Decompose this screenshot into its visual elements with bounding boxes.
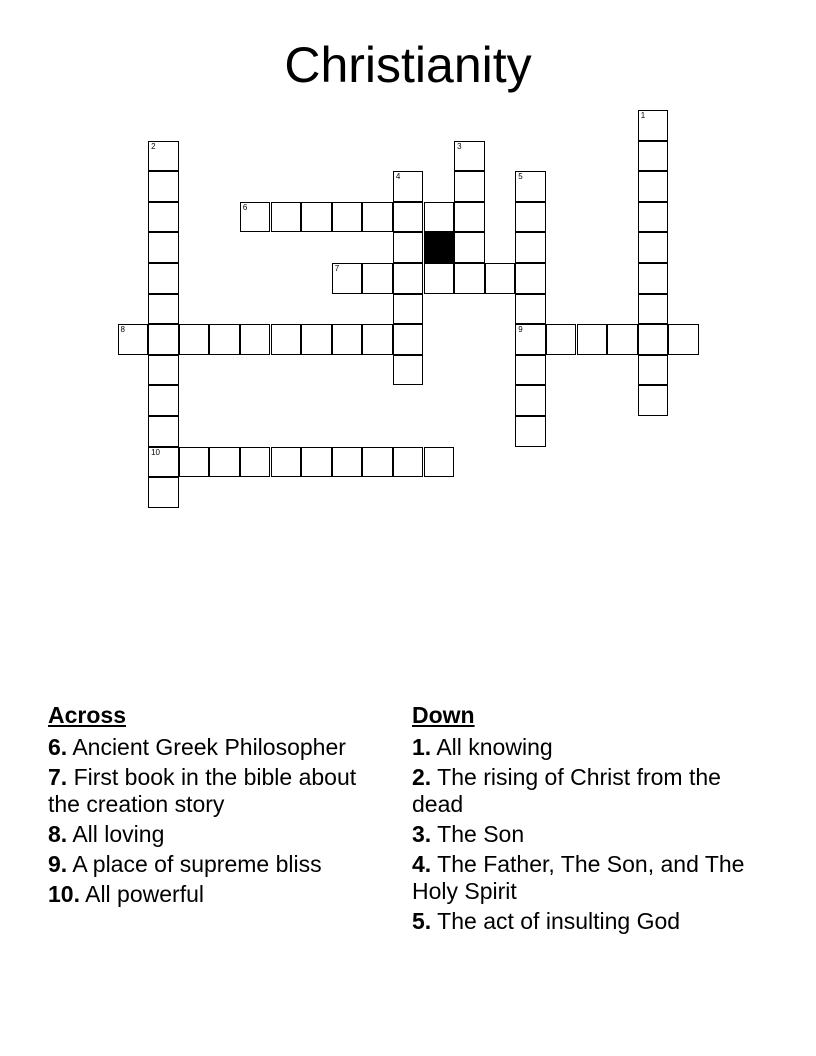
black-cell	[424, 232, 455, 263]
cell-number: 3	[457, 141, 462, 151]
grid-cell[interactable]	[393, 171, 424, 202]
grid-cell[interactable]	[424, 263, 455, 294]
grid-cell[interactable]	[271, 202, 302, 233]
clue-number: 5.	[412, 908, 432, 934]
grid-cell[interactable]	[148, 355, 179, 386]
grid-cell[interactable]	[638, 232, 669, 263]
clue-text: First book in the bible about the creation story	[48, 764, 357, 817]
grid-cell[interactable]	[118, 324, 149, 355]
grid-cell[interactable]	[148, 324, 179, 355]
clue-text: The act of insulting God	[437, 908, 681, 934]
clue-text: All powerful	[85, 881, 204, 907]
grid-cell[interactable]	[454, 141, 485, 172]
grid-cell[interactable]	[454, 202, 485, 233]
grid-cell[interactable]	[515, 232, 546, 263]
clue-text: A place of supreme bliss	[72, 851, 322, 877]
cell-number: 10	[151, 447, 160, 457]
grid-cell[interactable]	[179, 447, 210, 478]
grid-cell[interactable]	[209, 447, 240, 478]
grid-cell[interactable]	[454, 263, 485, 294]
grid-cell[interactable]	[515, 294, 546, 325]
grid-cell[interactable]	[638, 141, 669, 172]
grid-cell[interactable]	[515, 202, 546, 233]
grid-cell[interactable]	[148, 447, 179, 478]
clue-text: Ancient Greek Philosopher	[72, 734, 346, 760]
grid-cell[interactable]	[240, 324, 271, 355]
grid-cell[interactable]	[515, 355, 546, 386]
clue-down-2	[412, 764, 752, 818]
grid-cell[interactable]	[454, 171, 485, 202]
grid-cell[interactable]	[332, 202, 363, 233]
clue-number: 4.	[412, 851, 432, 877]
grid-cell[interactable]	[638, 324, 669, 355]
grid-cell[interactable]	[362, 447, 393, 478]
clue-down-4	[412, 851, 752, 905]
grid-cell[interactable]	[362, 324, 393, 355]
down-clues	[412, 702, 752, 938]
grid-cell[interactable]	[577, 324, 608, 355]
down-heading: Down	[412, 702, 475, 728]
clue-down-1	[412, 734, 752, 761]
clue-text: The rising of Christ from the dead	[412, 764, 721, 817]
clue-down-5	[412, 908, 752, 935]
grid-cell[interactable]	[393, 202, 424, 233]
grid-cell[interactable]	[148, 263, 179, 294]
puzzle-title: Christianity	[284, 37, 532, 93]
grid-cell[interactable]	[148, 477, 179, 508]
clue-number: 2.	[412, 764, 432, 790]
cell-number: 2	[151, 141, 156, 151]
cell-number: 4	[395, 172, 401, 182]
grid-cell[interactable]	[454, 232, 485, 263]
cell-number: 8	[120, 325, 125, 335]
clue-text: All loving	[72, 821, 165, 847]
clue-down-3	[412, 821, 752, 848]
grid-cell[interactable]	[638, 355, 669, 386]
grid-cell[interactable]	[148, 385, 179, 416]
across-heading: Across	[48, 702, 126, 728]
clue-across-8	[48, 821, 388, 848]
grid-cell[interactable]	[271, 324, 302, 355]
clue-number: 8.	[48, 821, 68, 847]
clue-number: 7.	[48, 764, 68, 790]
grid-cell[interactable]	[332, 447, 363, 478]
cell-number: 6	[242, 202, 248, 212]
grid-cell[interactable]	[148, 141, 179, 172]
grid-cell[interactable]	[546, 324, 577, 355]
clue-across-9	[48, 851, 388, 878]
grid-cell[interactable]	[668, 324, 699, 355]
clue-number: 1.	[412, 734, 432, 760]
grid-cell[interactable]	[515, 263, 546, 294]
clue-number: 9.	[48, 851, 68, 877]
grid-cell[interactable]	[393, 355, 424, 386]
grid-cell[interactable]	[301, 324, 332, 355]
clue-number: 10.	[48, 881, 80, 907]
grid-cell[interactable]	[607, 324, 638, 355]
grid-cell[interactable]	[301, 447, 332, 478]
grid-cell[interactable]	[393, 232, 424, 263]
clue-text: The Son	[437, 821, 525, 847]
grid-cell[interactable]	[271, 447, 302, 478]
clue-text: All knowing	[436, 734, 553, 760]
grid-cell[interactable]	[485, 263, 516, 294]
grid-cell[interactable]	[362, 263, 393, 294]
grid-cell[interactable]	[393, 447, 424, 478]
grid-cell[interactable]	[393, 294, 424, 325]
grid-cell[interactable]	[240, 447, 271, 478]
grid-cell[interactable]	[148, 202, 179, 233]
grid-cell[interactable]	[515, 324, 546, 355]
grid-cell[interactable]	[362, 202, 393, 233]
grid-cell[interactable]	[638, 202, 669, 233]
grid-cell[interactable]	[638, 263, 669, 294]
grid-cell[interactable]	[148, 294, 179, 325]
clue-across-7	[48, 764, 388, 818]
grid-cell[interactable]	[148, 416, 179, 447]
clue-across-10	[48, 881, 388, 908]
grid-cell[interactable]	[638, 171, 669, 202]
grid-cell[interactable]	[424, 202, 455, 233]
clue-number: 3.	[412, 821, 432, 847]
grid-cell[interactable]	[393, 263, 424, 294]
cell-number: 7	[334, 264, 340, 273]
grid-cell[interactable]	[332, 324, 363, 355]
grid-cell[interactable]	[515, 171, 546, 202]
grid-cell[interactable]	[424, 447, 455, 478]
grid-cell[interactable]	[638, 385, 669, 416]
clue-number: 6.	[48, 734, 68, 760]
grid-cell[interactable]	[148, 232, 179, 263]
across-clues	[48, 702, 388, 911]
grid-cell[interactable]	[332, 263, 363, 294]
grid-cell[interactable]	[638, 294, 669, 325]
grid-cell[interactable]	[209, 324, 240, 355]
grid-cell[interactable]	[148, 171, 179, 202]
grid-cell[interactable]	[240, 202, 271, 233]
grid-cell[interactable]	[179, 324, 210, 355]
grid-cell[interactable]	[515, 385, 546, 416]
clue-text: The Father, The Son, and The Holy Spirit	[412, 851, 745, 904]
cell-number: 5	[518, 172, 523, 182]
grid-cell[interactable]	[515, 416, 546, 447]
grid-cell[interactable]	[638, 110, 669, 141]
cell-number: 1	[640, 111, 646, 120]
grid-cell[interactable]	[301, 202, 332, 233]
clue-across-6	[48, 734, 388, 761]
cell-number: 9	[518, 325, 523, 335]
grid-cell[interactable]	[393, 324, 424, 355]
